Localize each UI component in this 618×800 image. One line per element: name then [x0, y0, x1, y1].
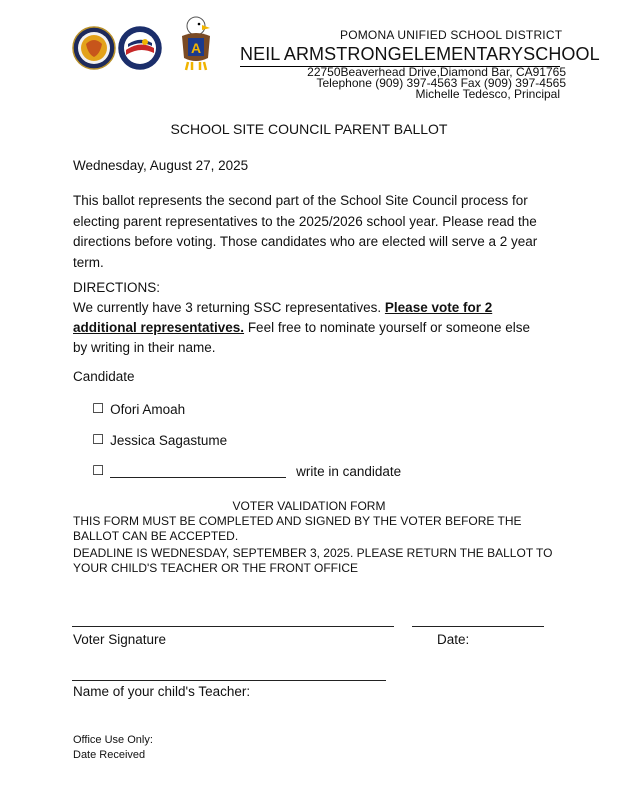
voter-signature-field[interactable] [72, 626, 394, 627]
directions-paragraph [73, 298, 543, 358]
validation-deadline: DEADLINE IS WEDNESDAY, SEPTEMBER 3, 2025. PLEASE RETURN THE BALLOT TO YOUR CHILD'S TEACHER OR THE FRONT OFFICE [73, 546, 553, 575]
school-address: 22750Beaverhead Drive,Diamond Bar, CA91765 [307, 65, 566, 79]
write-in-field[interactable] [110, 465, 286, 478]
district-seal-logo [72, 26, 116, 70]
school-contact [307, 67, 566, 100]
ballot-title: SCHOOL SITE COUNCIL PARENT BALLOT [170, 121, 448, 137]
candidate-option[interactable] [92, 432, 227, 448]
intro-paragraph: This ballot represents the second part of the School Site Council process for electing parent representatives to the 2025/2026 school year. Please read the directions before voting. Those candidates who are elected will serve a 2 year term. [73, 193, 538, 270]
write-in-option[interactable] [92, 463, 401, 479]
validation-heading: VOTER VALIDATION FORM [232, 499, 386, 513]
school-phone-fax: Telephone (909) 397-4563 Fax (909) 397-4565 [316, 76, 566, 90]
office-use-label: Office Use Only: [73, 734, 153, 746]
principal-name: Michelle Tedesco, Principal [415, 87, 560, 101]
candidate-option[interactable] [92, 401, 185, 417]
school-name: NEIL ARMSTRONGELEMENTARYSCHOOL [240, 44, 600, 64]
date-received-label: Date Received [73, 749, 146, 761]
validation-requirement: THIS FORM MUST BE COMPLETED AND SIGNED BY THE VOTER BEFORE THE BALLOT CAN BE ACCEPTED. [73, 514, 522, 543]
directions-emphasis: Please vote for 2 additional representatives. [73, 300, 493, 335]
state-seal-logo [118, 26, 162, 70]
date-field[interactable] [412, 626, 544, 627]
checkbox-icon[interactable]: ☐ [92, 401, 105, 416]
candidate-name: Ofori Amoah [110, 401, 186, 417]
write-in-label: write in candidate [296, 463, 402, 479]
directions-text-before: We currently have 3 returning SSC representatives. [73, 300, 382, 315]
svg-text:A: A [190, 40, 202, 56]
eagle-mascot-logo [172, 14, 220, 72]
teacher-name-field[interactable] [72, 680, 386, 681]
checkbox-icon[interactable]: ☐ [92, 432, 105, 447]
directions-heading: DIRECTIONS: [73, 280, 161, 295]
ballot-date: Wednesday, August 27, 2025 [73, 158, 249, 173]
checkbox-icon[interactable]: ☐ [92, 463, 105, 478]
date-label: Date: [437, 632, 470, 647]
voter-signature-label: Voter Signature [73, 632, 167, 647]
teacher-name-label: Name of your child's Teacher: [73, 684, 251, 699]
directions-text-after: Feel free to nominate yourself or someone else by writing in their name. [73, 320, 530, 355]
candidate-name: Jessica Sagastume [110, 432, 228, 448]
district-name: POMONA UNIFIED SCHOOL DISTRICT [340, 28, 563, 42]
candidate-heading: Candidate [73, 369, 135, 384]
